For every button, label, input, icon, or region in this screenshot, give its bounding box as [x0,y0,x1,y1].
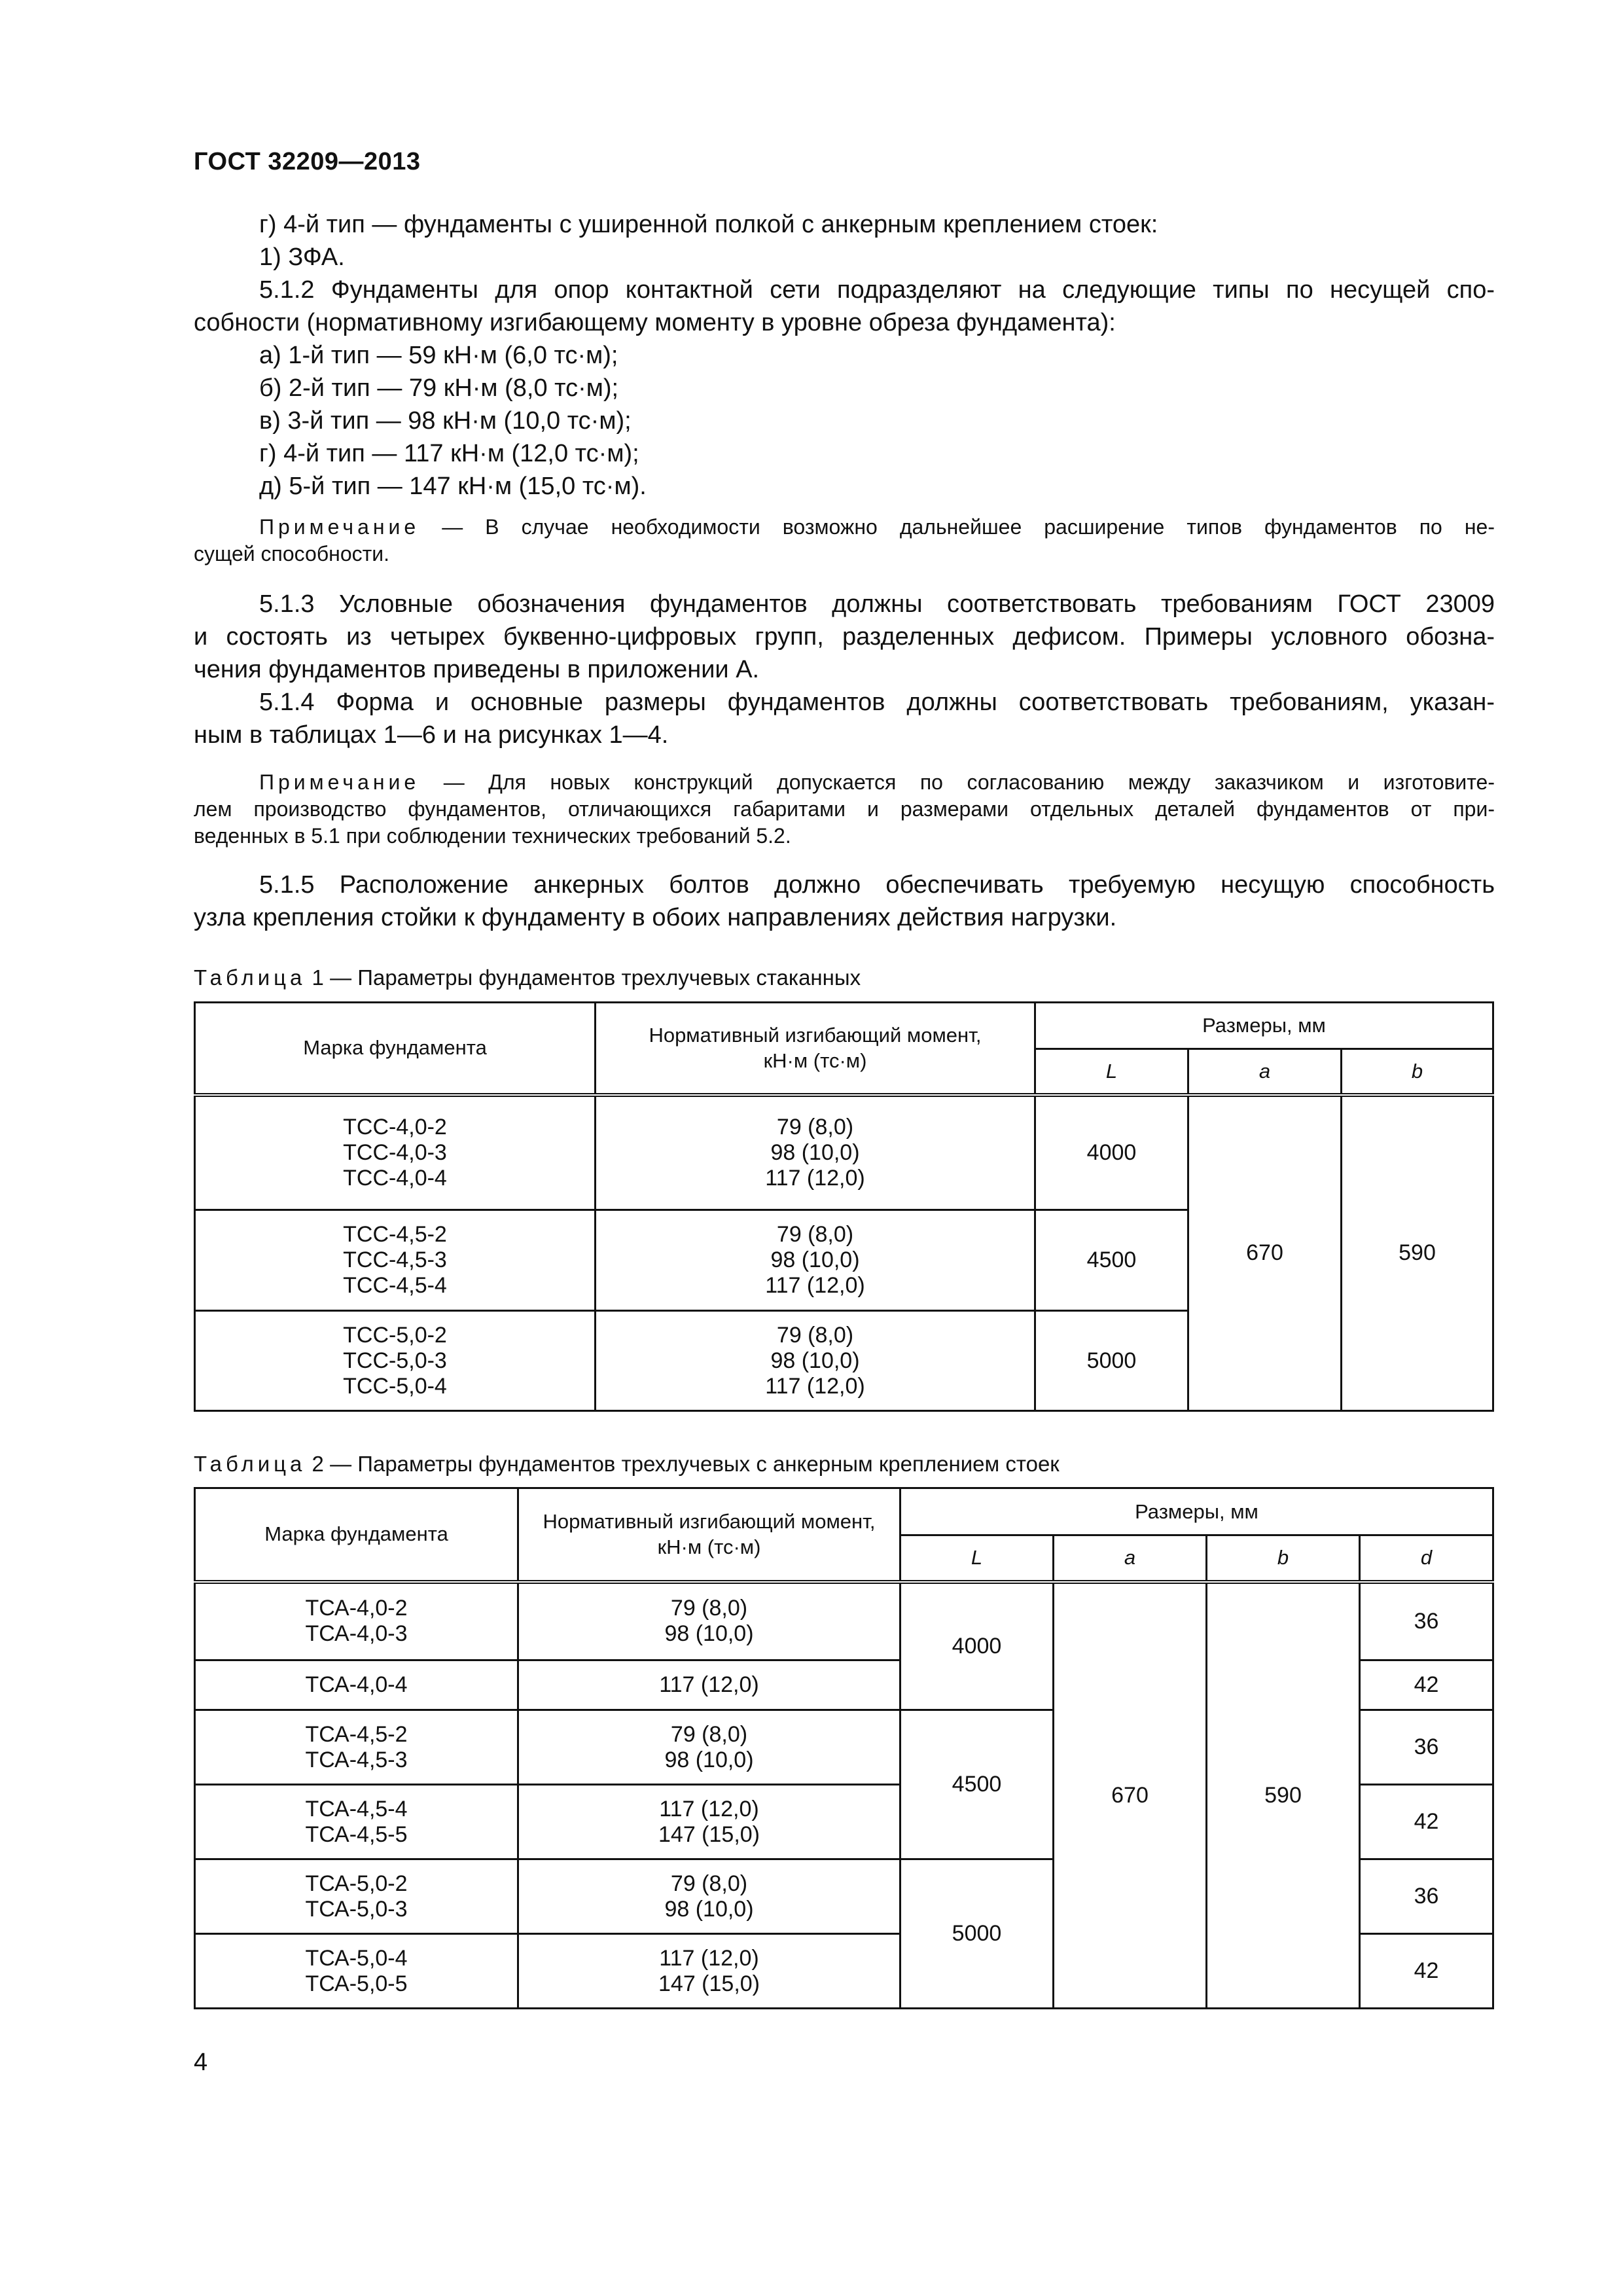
list-item: б) 2-й тип — 79 кН·м (8,0 тс·м); [259,374,619,402]
moment-value: 79 (8,0) [776,1114,854,1139]
moment-value: 98 (10,0) [664,1747,754,1772]
header-d: d [1360,1535,1493,1582]
table-caption-text: 2 — Параметры фундаментов трехлучевых с анкерным креплением стоек [306,1452,1060,1476]
list-item: г) 4-й тип — 117 кН·м (12,0 тс·м); [259,440,639,467]
moment-value: 79 (8,0) [670,1596,748,1621]
table-caption-text: 1 — Параметры фундаментов трехлучевых стаканных [306,965,861,990]
mark-cell [195,1582,518,1660]
header-moment-line2: кН·м (тс·м) [657,1535,761,1559]
moment-cell: 117 (12,0) [518,1660,901,1710]
moment-cell [518,1785,901,1859]
moment-value: 117 (12,0) [765,1273,865,1298]
moment-value: 117 (12,0) [659,1796,759,1821]
note-label: Примечание [259,515,420,539]
header-b: b [1342,1049,1493,1095]
list-item: д) 5-й тип — 147 кН·м (15,0 тс·м). [259,473,647,500]
header-moment [518,1488,901,1582]
mark-cell: ТСА-4,0-4 [195,1660,518,1710]
moment-value: 117 (12,0) [765,1373,865,1399]
mark-cell [195,1934,518,2009]
moment-value: 147 (15,0) [658,1821,760,1847]
body-text-block-3 [194,869,1495,934]
mark-value: ТСС-4,0-4 [343,1165,447,1191]
header-a: a [1188,1049,1342,1095]
b-cell: 590 [1207,1582,1360,2009]
header-moment [596,1003,1035,1095]
d-cell: 36 [1360,1859,1493,1934]
d-cell: 36 [1360,1710,1493,1785]
header-moment-line2: кН·м (тс·м) [763,1049,867,1073]
note-2 [194,769,1495,850]
table-1-caption [194,965,861,990]
mark-value: ТСС-5,0-4 [343,1373,447,1399]
note-2-line3: веденных в 5.1 при соблюдении технических требований 5.2. [194,824,791,848]
moment-cell [518,1710,901,1785]
d-cell: 36 [1360,1582,1493,1660]
mark-value: ТСС-4,5-4 [343,1273,447,1298]
moment-value: 117 (12,0) [765,1165,865,1191]
note-label: Примечание [259,770,420,794]
L-cell: 4500 [1035,1210,1188,1311]
table-caption-label: Таблица [194,1452,306,1476]
d-cell: 42 [1360,1934,1493,2009]
d-cell: 42 [1360,1785,1493,1859]
moment-cell [518,1934,901,2009]
moment-cell [596,1095,1035,1210]
moment-value: 79 (8,0) [670,1871,748,1896]
paragraph-5-1-3-line1: 5.1.3 Условные обозначения фундаментов должны соответствовать требованиям ГОСТ 23009 [259,590,1495,618]
mark-value: ТСА-4,5-2 [305,1721,408,1747]
a-cell: 670 [1188,1095,1342,1411]
L-cell: 4000 [1035,1095,1188,1210]
mark-value: ТСС-4,5-3 [343,1247,447,1272]
header-L: L [901,1535,1054,1582]
L-cell: 4000 [901,1582,1054,1710]
mark-cell [195,1785,518,1859]
mark-cell [195,1210,596,1311]
moment-cell [596,1311,1035,1411]
header-a: a [1054,1535,1207,1582]
moment-cell [518,1859,901,1934]
a-cell: 670 [1054,1582,1207,2009]
paragraph-5-1-5-line1: 5.1.5 Расположение анкерных болтов должно обеспечивать требуемую несущую способность [259,871,1495,899]
moment-value: 98 (10,0) [664,1896,754,1922]
paragraph-zfa: 1) ЗФА. [259,243,345,271]
note-2-line2: лем производство фундаментов, отличающихся габаритами и размерами отдельных деталей фундаментов от при- [194,797,1495,821]
table-row [195,1582,1493,1660]
list-item: а) 1-й тип — 59 кН·м (6,0 тс·м); [259,342,618,369]
paragraph-5-1-2-line2: собности (нормативному изгибающему моменту в уровне обреза фундамента): [194,309,1116,336]
moment-value: 98 (10,0) [770,1247,860,1272]
moment-value: 98 (10,0) [664,1621,754,1647]
body-text-block-2 [194,588,1495,751]
header-L: L [1035,1049,1188,1095]
header-sizes: Размеры, мм [901,1488,1493,1535]
mark-value: ТСА-4,5-3 [305,1747,408,1772]
mark-value: ТСС-4,0-2 [343,1114,447,1139]
moment-cell [518,1582,901,1660]
paragraph-5-1-2-line1: 5.1.2 Фундаменты для опор контактной сети подразделяют на следующие типы по несущей спо- [259,276,1495,304]
table-2 [194,1487,1494,2009]
mark-value: ТСС-5,0-2 [343,1322,447,1348]
moment-value: 147 (15,0) [658,1971,760,1996]
mark-cell [195,1311,596,1411]
header-mark: Марка фундамента [195,1003,596,1095]
mark-value: ТСС-5,0-3 [343,1348,447,1373]
header-mark: Марка фундамента [195,1488,518,1582]
mark-value: ТСА-4,5-4 [305,1796,408,1821]
L-cell: 5000 [1035,1311,1188,1411]
paragraph-5-1-3-line2: и состоять из четырех буквенно-цифровых групп, разделенных дефисом. Примеры условного обозна- [194,623,1495,651]
paragraph-5-1-4-line2: ным в таблицах 1—6 и на рисунках 1—4. [194,721,669,749]
mark-value: ТСА-4,5-5 [305,1821,408,1847]
paragraph-5-1-5-line2: узла крепления стойки к фундаменту в обоих направлениях действия нагрузки. [194,904,1117,931]
paragraph-type4: г) 4-й тип — фундаменты с уширенной полкой с анкерным креплением стоек: [259,211,1158,238]
note-1-line2: сущей способности. [194,542,390,565]
moment-value: 98 (10,0) [770,1139,860,1165]
mark-value: ТСА-4,0-2 [305,1596,408,1621]
mark-value: ТСА-5,0-2 [305,1871,408,1896]
page-number: 4 [194,2049,208,2076]
note-1-line1: — В случае необходимости возможно дальнейшее расширение типов фундаментов по не- [419,515,1495,539]
moment-value: 79 (8,0) [670,1721,748,1747]
table-row [195,1095,1493,1210]
mark-cell [195,1710,518,1785]
moment-value: 117 (12,0) [659,1945,759,1971]
mark-value: ТСА-5,0-4 [305,1945,408,1971]
L-cell: 4500 [901,1710,1054,1859]
note-2-line1: — Для новых конструкций допускается по согласованию между заказчиком и изготовите- [419,770,1495,794]
mark-value: ТСС-4,0-3 [343,1139,447,1165]
document-code-header: ГОСТ 32209—2013 [194,148,421,175]
note-1 [194,514,1495,567]
mark-cell [195,1859,518,1934]
header-moment-line1: Нормативный изгибающий момент, [649,1024,982,1047]
moment-value: 79 (8,0) [776,1322,854,1348]
header-sizes: Размеры, мм [1035,1003,1493,1049]
paragraph-5-1-3-line3: чения фундаментов приведены в приложении А. [194,656,760,683]
moment-value: 79 (8,0) [776,1222,854,1247]
mark-value: ТСА-5,0-3 [305,1896,408,1922]
table-caption-label: Таблица [194,965,306,990]
moment-value: 98 (10,0) [770,1348,860,1373]
mark-value: ТСА-5,0-5 [305,1971,408,1996]
list-item: в) 3-й тип — 98 кН·м (10,0 тс·м); [259,407,632,435]
d-cell: 42 [1360,1660,1493,1710]
mark-cell [195,1095,596,1210]
b-cell: 590 [1342,1095,1493,1411]
table-2-caption [194,1452,1060,1477]
header-b: b [1207,1535,1360,1582]
header-moment-line1: Нормативный изгибающий момент, [543,1510,876,1534]
body-text-block-1 [194,208,1495,503]
L-cell: 5000 [901,1859,1054,2009]
paragraph-5-1-4-line1: 5.1.4 Форма и основные размеры фундаментов должны соответствовать требованиям, указан- [259,689,1495,716]
mark-value: ТСА-4,0-3 [305,1621,408,1647]
table-1 [194,1001,1494,1412]
mark-value: ТСС-4,5-2 [343,1222,447,1247]
moment-cell [596,1210,1035,1311]
